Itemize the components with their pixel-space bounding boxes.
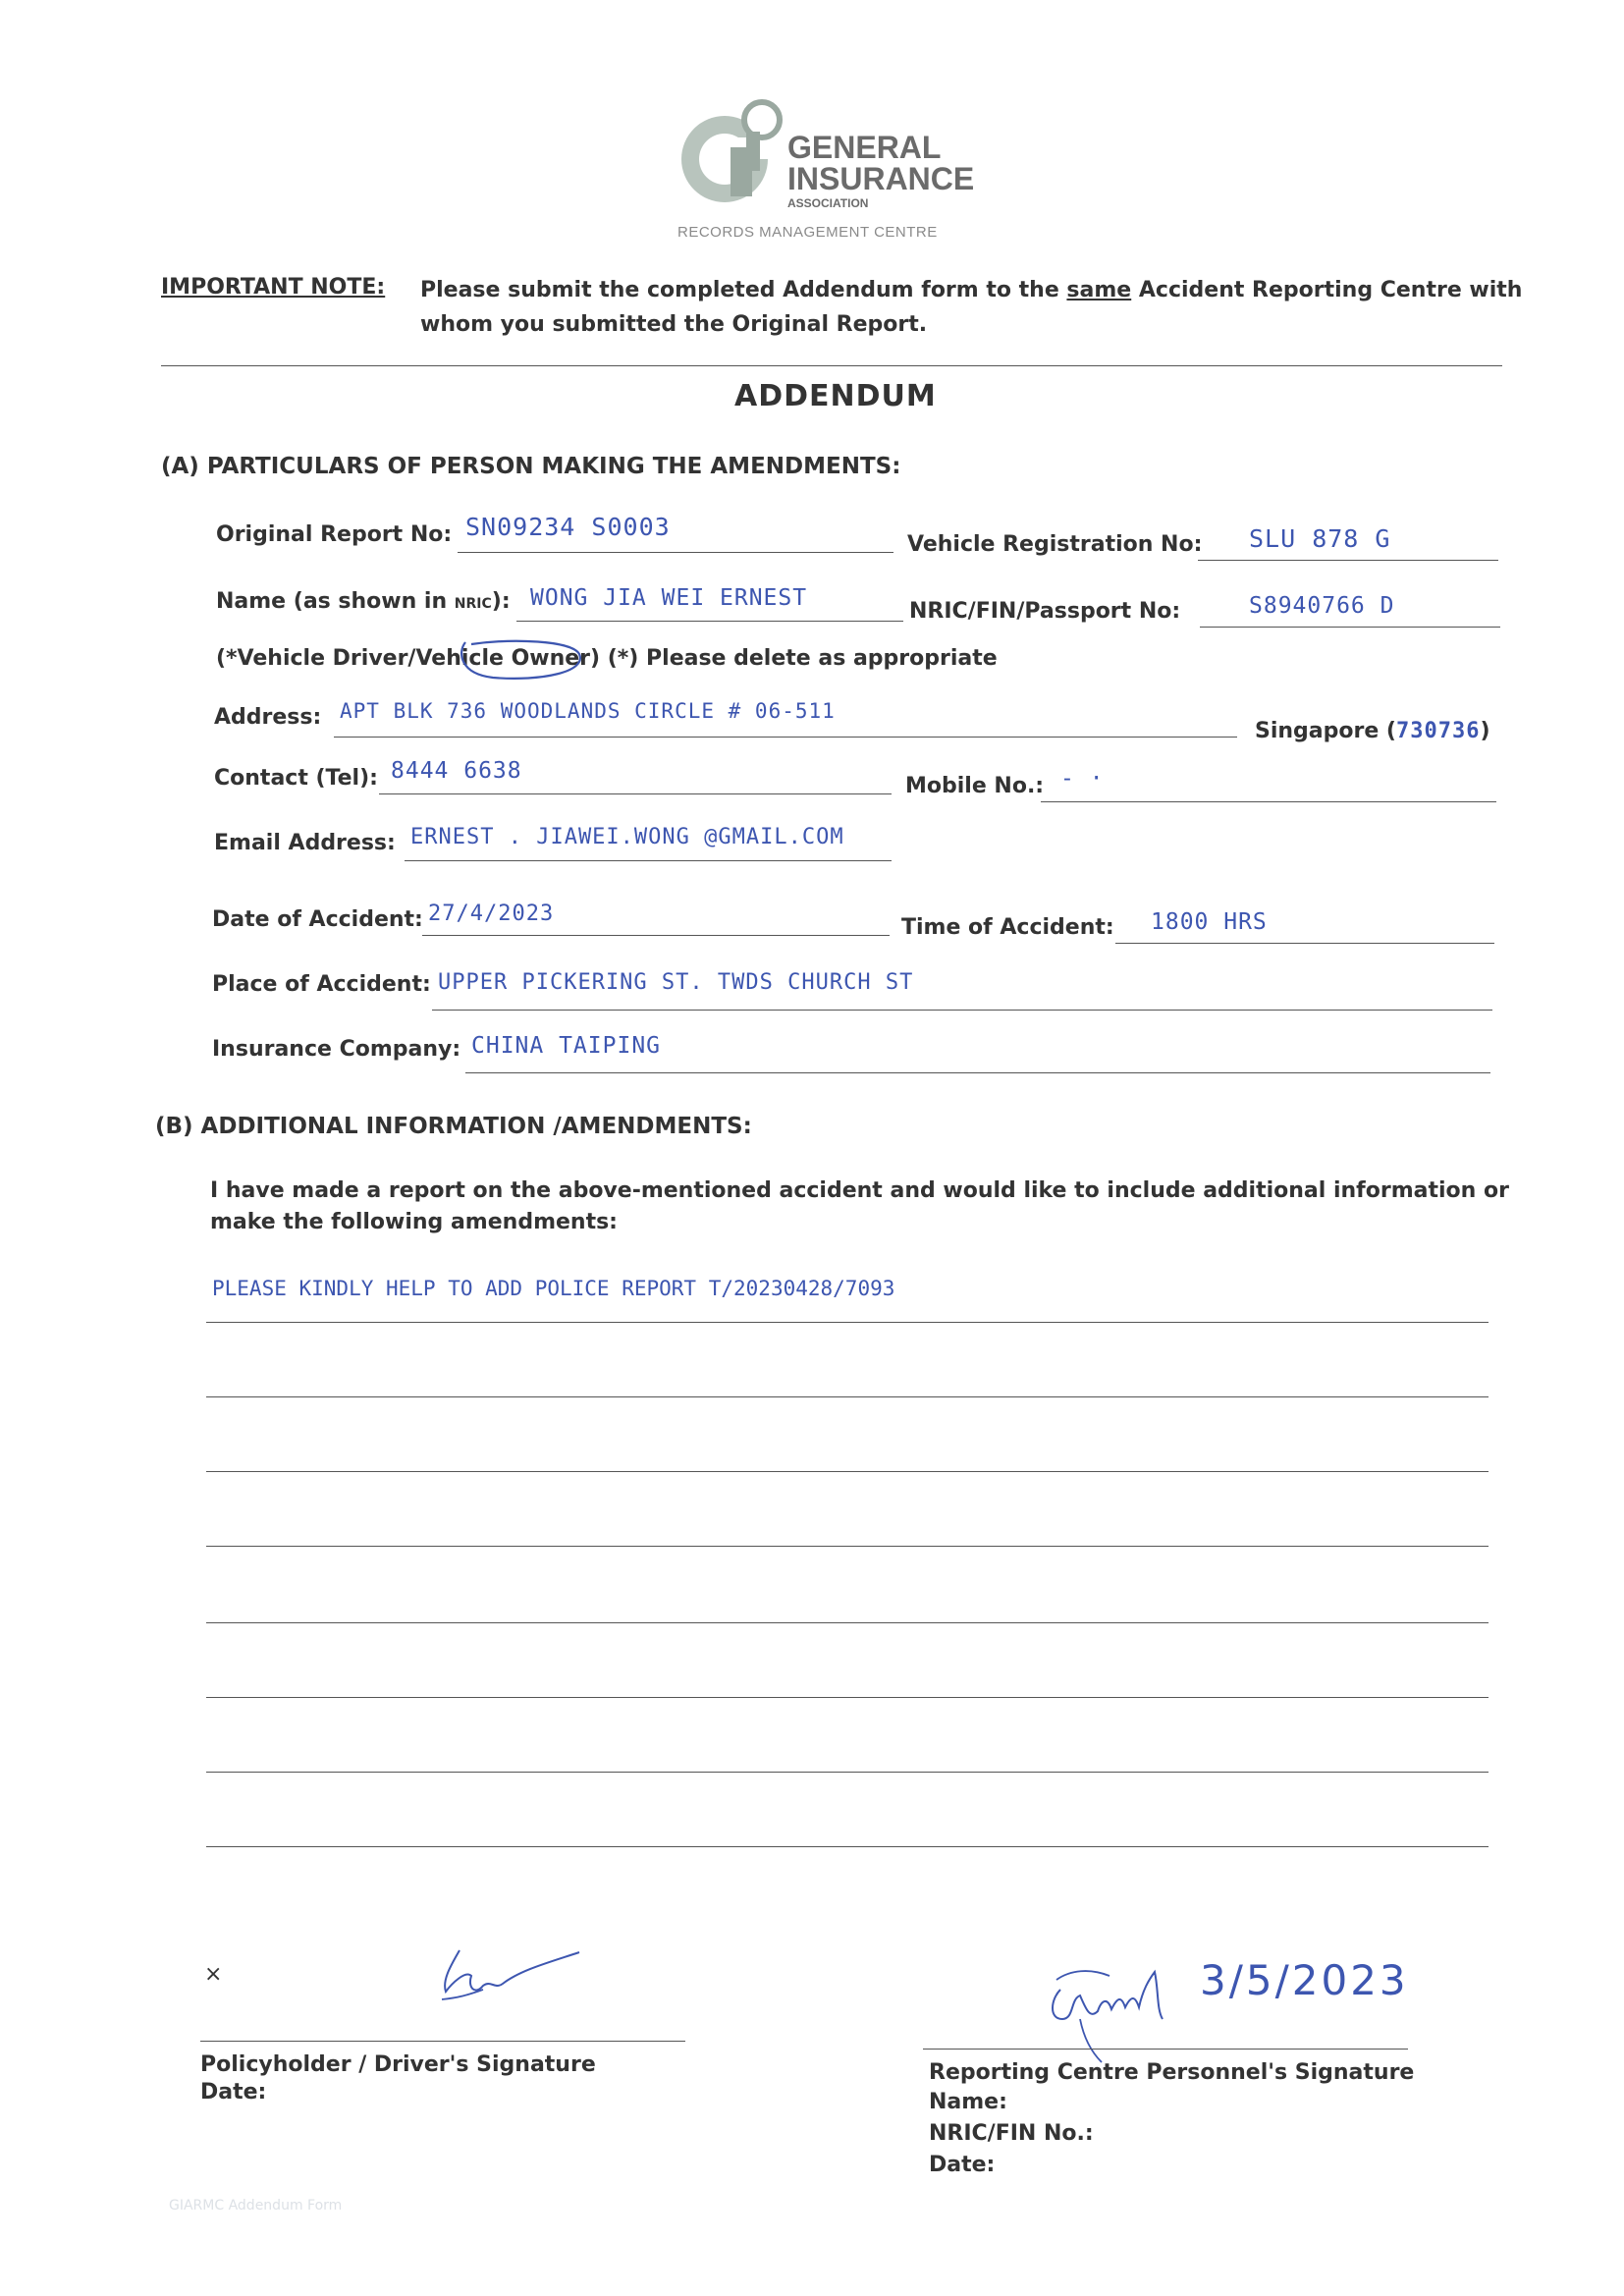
name-value[interactable]: WONG JIA WEI ERNEST [530, 585, 808, 611]
time-of-accident-label: Time of Accident: [901, 915, 1114, 940]
address-value[interactable]: APT BLK 736 WOODLANDS CIRCLE # 06-511 [340, 699, 836, 723]
amendment-line-2 [206, 1396, 1489, 1397]
amendment-line-6 [206, 1697, 1489, 1698]
contact-line [379, 793, 892, 794]
nric-label: NRIC/FIN/Passport No: [909, 599, 1181, 624]
email-line [405, 860, 892, 861]
signature-x-mark: × [204, 1962, 223, 1987]
role-text: (*Vehicle Driver/Vehicle Owner) (*) Please delete as appropriate [216, 646, 998, 671]
section-b-intro-line1: I have made a report on the above-mentioned accident and would like to include additional information or [210, 1178, 1509, 1203]
logo-subtitle: RECORDS MANAGEMENT CENTRE [677, 224, 938, 241]
centre-personnel-signature[interactable] [1041, 1950, 1198, 2068]
note-text-a: Please submit the completed Addendum form to the [420, 278, 1067, 302]
postal-code-value[interactable]: 730736 [1396, 719, 1481, 743]
centre-signature-label: Reporting Centre Personnel's Signature [929, 2060, 1415, 2085]
page-title: ADDENDUM [734, 379, 937, 413]
footer-form-name: GIARMC Addendum Form [169, 2198, 343, 2214]
name-label-nric: NRIC [454, 596, 492, 612]
amendment-line-4 [206, 1546, 1489, 1547]
logo-line2: INSURANCE [787, 161, 975, 196]
name-line [516, 621, 903, 622]
mobile-value[interactable]: - · [1060, 766, 1105, 792]
place-of-accident-line [432, 1010, 1492, 1011]
insurance-company-value[interactable]: CHINA TAIPING [471, 1033, 662, 1059]
important-note-label: IMPORTANT NOTE: [161, 275, 386, 300]
contact-value[interactable]: 8444 6638 [391, 758, 522, 784]
note-text-b: Accident Reporting Centre with [1131, 278, 1523, 302]
contact-label: Contact (Tel): [214, 766, 378, 791]
policyholder-signature-line [200, 2041, 685, 2042]
singapore-open: Singapore ( [1255, 719, 1396, 743]
centre-signature-line [923, 2049, 1408, 2050]
policyholder-date-label: Date: [200, 2080, 267, 2105]
insurance-company-line [465, 1072, 1490, 1073]
place-of-accident-label: Place of Accident: [212, 972, 431, 997]
date-of-accident-value[interactable]: 27/4/2023 [428, 902, 555, 926]
time-of-accident-value[interactable]: 1800 HRS [1151, 909, 1268, 935]
nric-value[interactable]: S8940766 D [1249, 593, 1395, 619]
vehicle-owner-circle-mark [454, 634, 591, 683]
divider [161, 365, 1502, 366]
original-report-label: Original Report No: [216, 522, 453, 547]
amendment-line-1 [206, 1322, 1489, 1323]
amendment-line-1-text[interactable]: PLEASE KINDLY HELP TO ADD POLICE REPORT T/20230428/7093 [212, 1277, 895, 1300]
section-b-heading: (B) ADDITIONAL INFORMATION /AMENDMENTS: [155, 1114, 752, 1139]
section-b-intro-line2: make the following amendments: [210, 1210, 618, 1234]
name-label [216, 589, 511, 614]
name-label-text: Name (as shown in [216, 589, 455, 614]
vehicle-reg-line [1198, 560, 1498, 561]
centre-date-label: Date: [929, 2153, 996, 2177]
original-report-value[interactable]: SN09234 S0003 [465, 513, 671, 541]
time-of-accident-line [1115, 943, 1494, 944]
nric-line [1200, 627, 1500, 628]
section-a-heading: (A) PARTICULARS OF PERSON MAKING THE AMENDMENTS: [161, 454, 901, 479]
logo-line1: GENERAL [787, 130, 942, 165]
vehicle-reg-value[interactable]: SLU 878 G [1249, 524, 1391, 553]
centre-nric-label: NRIC/FIN No.: [929, 2121, 1094, 2146]
vehicle-reg-label: Vehicle Registration No: [907, 532, 1203, 557]
mobile-line [1041, 801, 1496, 802]
singapore-label [1255, 719, 1490, 743]
name-label-end: ): [491, 589, 511, 614]
centre-name-label: Name: [929, 2090, 1007, 2114]
logo-line3: ASSOCIATION [787, 196, 869, 210]
amendment-line-8 [206, 1846, 1489, 1847]
important-note-text-line2: whom you submitted the Original Report. [420, 312, 928, 337]
date-of-accident-label: Date of Accident: [212, 907, 423, 932]
singapore-close: ) [1480, 719, 1490, 743]
insurance-company-label: Insurance Company: [212, 1037, 461, 1062]
amendment-line-3 [206, 1471, 1489, 1472]
address-line [334, 737, 1237, 738]
date-of-accident-line [422, 935, 890, 936]
policyholder-signature[interactable] [432, 1941, 589, 2011]
policyholder-signature-label: Policyholder / Driver's Signature [200, 2052, 596, 2077]
amendment-line-5 [206, 1622, 1489, 1623]
email-value[interactable]: ERNEST . JIAWEI.WONG @GMAIL.COM [410, 825, 844, 849]
gia-emblem-icon [677, 98, 785, 211]
centre-signature-date-value[interactable]: 3/5/2023 [1200, 1956, 1409, 2004]
email-label: Email Address: [214, 831, 396, 855]
gia-logo [677, 98, 992, 246]
place-of-accident-value[interactable]: UPPER PICKERING ST. TWDS CHURCH ST [438, 970, 914, 995]
address-label: Address: [214, 705, 322, 730]
mobile-label: Mobile No.: [905, 774, 1045, 798]
amendment-line-7 [206, 1772, 1489, 1773]
original-report-line [458, 552, 893, 553]
note-text-same: same [1066, 278, 1132, 302]
important-note-text [420, 278, 1522, 302]
